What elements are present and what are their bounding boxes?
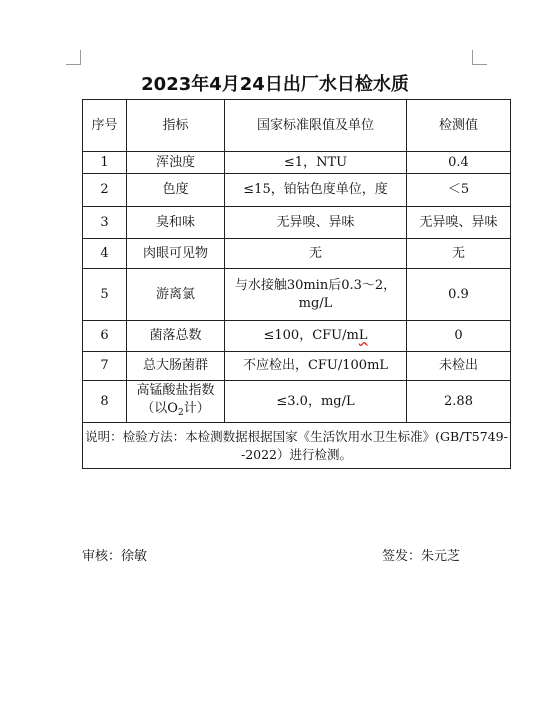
table-note: 说明：检验方法：本检测数据根据国家《生活饮用水卫生标准》(GB/T5749--2022）进行检测。 [83, 423, 511, 469]
row-value: 0.9 [407, 269, 511, 321]
row-value: 2.88 [407, 381, 511, 423]
header-item: 指标 [127, 100, 225, 152]
row-item: 菌落总数 [127, 321, 225, 352]
header-limit: 国家标准限值及单位 [225, 100, 407, 152]
row-value: 0.4 [407, 152, 511, 174]
row-item [127, 381, 225, 423]
table-row [83, 239, 511, 269]
row-item: 游离氯 [127, 269, 225, 321]
issuer-signature: 签发：朱元芝 [382, 549, 461, 564]
row-item: 总大肠菌群 [127, 352, 225, 381]
row-no: 6 [83, 321, 127, 352]
row-value: 未检出 [407, 352, 511, 381]
row-no: 4 [83, 239, 127, 269]
item-line-1: 高锰酸盐指数 [136, 382, 215, 398]
table-row [83, 381, 511, 423]
row-item: 色度 [127, 174, 225, 207]
table-row [83, 207, 511, 239]
row-value: 0 [407, 321, 511, 352]
header-no: 序号 [83, 100, 127, 152]
row-item: 肉眼可见物 [127, 239, 225, 269]
limit-line-1: 与水接触30min后0.3～2， [234, 277, 397, 293]
row-no: 1 [83, 152, 127, 174]
water-quality-table [82, 99, 511, 469]
table-header-row [83, 100, 511, 152]
row-no: 2 [83, 174, 127, 207]
row-no: 3 [83, 207, 127, 239]
row-value: 无异嗅、异味 [407, 207, 511, 239]
row-no: 8 [83, 381, 127, 423]
row-limit [225, 269, 407, 321]
row-limit: ≤15，铂钴色度单位，度 [225, 174, 407, 207]
row-limit: 不应检出，CFU/100mL [225, 352, 407, 381]
header-value: 检测值 [407, 100, 511, 152]
row-value: 无 [407, 239, 511, 269]
row-limit: 无 [225, 239, 407, 269]
row-no: 5 [83, 269, 127, 321]
row-limit: 无异嗅、异味 [225, 207, 407, 239]
table-row [83, 352, 511, 381]
limit-line-2: mg/L [298, 295, 333, 311]
table-row [83, 152, 511, 174]
table-row [83, 174, 511, 207]
page-corner-mark-top-left [66, 50, 81, 65]
item-line-2-a: （以O [141, 400, 178, 416]
reviewer-signature: 审核：徐敏 [82, 549, 148, 564]
page-corner-mark-top-right [472, 50, 487, 65]
table-row [83, 269, 511, 321]
table-note-row [83, 423, 511, 469]
row-no: 7 [83, 352, 127, 381]
row-value: ＜5 [407, 174, 511, 207]
row-limit: ≤3.0，mg/L [225, 381, 407, 423]
table-row [83, 321, 511, 352]
row-item: 臭和味 [127, 207, 225, 239]
row-limit: ≤1，NTU [225, 152, 407, 174]
item-line-2-b: 计） [183, 400, 210, 416]
row-item: 浑浊度 [127, 152, 225, 174]
document-title: 2023年4月24日出厂水日检水质 [141, 74, 409, 95]
limit-text: ≤100，CFU/m [263, 328, 359, 343]
spellcheck-underlined-text: L [358, 328, 368, 343]
row-limit [225, 321, 407, 352]
subscript: 2 [177, 407, 184, 418]
